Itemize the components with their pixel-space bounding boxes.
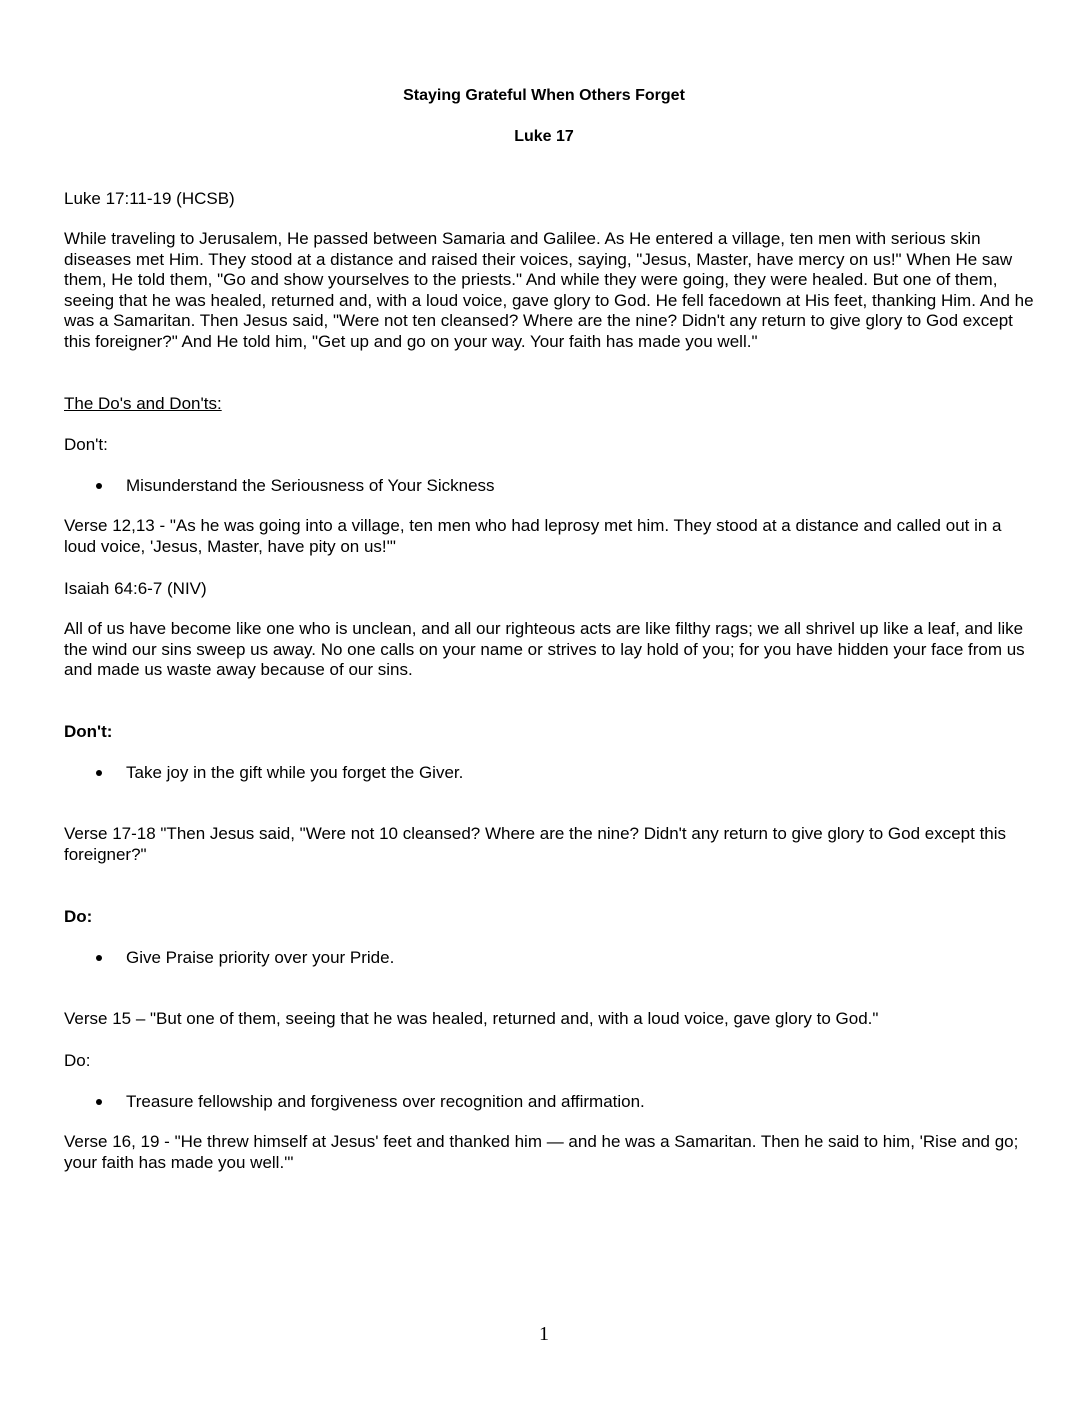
section-label-dont-2: Don't:	[64, 722, 113, 741]
verse-text-4: Verse 16, 19 - "He threw himself at Jesus' feet and thanked him — and he was a Samaritan. Then he said to him, 'Rise and go; your faith has made you well.'"	[64, 1132, 1019, 1172]
extra-reference: Isaiah 64:6-7 (NIV)	[64, 579, 207, 598]
bullet-item-4	[96, 1091, 645, 1112]
section-heading: The Do's and Don'ts:	[64, 394, 222, 413]
verse-text-1: Verse 12,13 - "As he was going into a village, ten men who had leprosy met him. They stood at a distance and called out in a loud voice, 'Jesus, Master, have pity on us!'"	[64, 516, 1002, 556]
passage-text: While traveling to Jerusalem, He passed between Samaria and Galilee. As He entered a village, ten men with serious skin diseases met Him. They stood at a distance and raised their voices, saying, "Jesus, Master, have mercy on us!" When He saw them, He told them, "Go and show yourselves to the priests." And while they were going, they were healed. But one of them, seeing that he was healed, returned and, with a loud voice, gave glory to God. He fell facedown at His feet, thanking Him. And he was a Samaritan. Then Jesus said, "Were not ten cleansed? Where are the nine? Didn't any return to give glory to God except this foreigner?" And He told him, "Get up and go on your way. Your faith has made you well."	[64, 229, 1034, 351]
bullet-icon	[96, 770, 102, 776]
bullet-icon	[96, 955, 102, 961]
bullet-item-3	[96, 947, 394, 968]
verse-text-2: Verse 17-18 "Then Jesus said, "Were not 10 cleansed? Where are the nine? Didn't any return to give glory to God except this foreigner?"	[64, 824, 1007, 864]
document-title: Staying Grateful When Others Forget	[403, 87, 685, 104]
bullet-text: Take joy in the gift while you forget the Giver.	[126, 763, 464, 782]
document-subtitle: Luke 17	[514, 128, 574, 145]
section-label-do-2: Do:	[64, 1051, 91, 1070]
bullet-item-2	[96, 762, 463, 783]
section-label-dont-1: Don't:	[64, 435, 108, 454]
page-number: 1	[539, 1323, 549, 1345]
extra-passage: All of us have become like one who is unclean, and all our righteous acts are like filthy rags; we all shrivel up like a leaf, and like the wind our sins sweep us away. No one calls on your name or strives to lay hold of you; for you have hidden your face from us and made us waste away because of our sins.	[64, 619, 1025, 679]
bullet-icon	[96, 483, 102, 489]
passage-reference: Luke 17:11-19 (HCSB)	[64, 189, 235, 208]
verse-text-3: Verse 15 – "But one of them, seeing that he was healed, returned and, with a loud voice, gave glory to God."	[64, 1009, 879, 1028]
bullet-icon	[96, 1099, 102, 1105]
bullet-text: Treasure fellowship and forgiveness over recognition and affirmation.	[126, 1092, 645, 1111]
bullet-text: Misunderstand the Seriousness of Your Sickness	[126, 476, 495, 495]
bullet-item-1	[96, 475, 495, 496]
section-label-do-1: Do:	[64, 907, 93, 926]
bullet-text: Give Praise priority over your Pride.	[126, 948, 395, 967]
